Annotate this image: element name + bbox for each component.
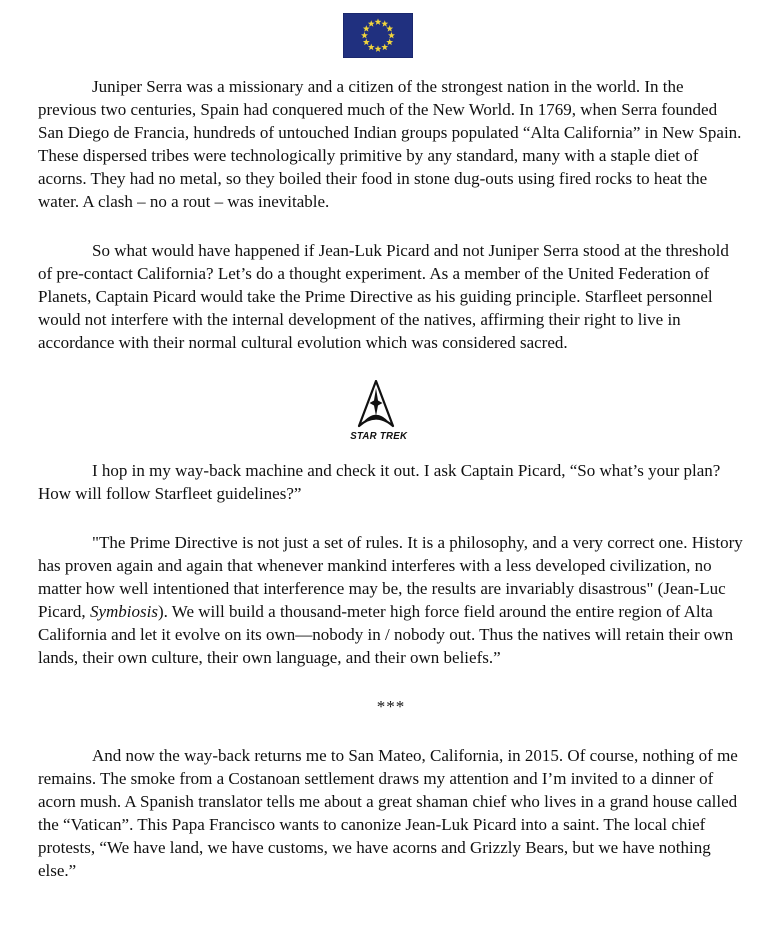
eu-flag-icon [343, 13, 413, 58]
paragraph-san-mateo-2015: And now the way-back returns me to San Mateo, California, in 2015. Of course, nothing of me remains. The smoke from a Costanoan settlement draws my attention and I’m invited to a dinner of acorn mush. A Spanish translator tells me about a great shaman chief who lives in a grand house called the “Vatican”. This Papa Francisco wants to canonize Jean-Luk Picard into a saint. The local chief protests, “We have land, we have customs, we have acorns and Grizzly Bears, but we have nothing else.” [38, 746, 738, 880]
star-trek-logo [348, 380, 408, 443]
symbiosis-episode-title: Symbiosis [89, 602, 158, 621]
section-separator: *** [376, 697, 406, 716]
star-trek-delta-icon [356, 380, 396, 430]
paragraph-thought-experiment: So what would have happened if Jean-Luk Picard and not Juniper Serra stood at the threshold of pre-contact California? Let’s do a thought experiment. As a member of the United Federation of Planets, Captain Picard would take the Prime Directive as his guiding principle. Starfleet personnel would not interfere with the internal development of the natives, affirming their right to live in accordance with their normal cultural evolution which was considered sacred. [38, 241, 729, 352]
paragraph-prime-directive-quote [38, 531, 744, 669]
paragraph-juniper-serra: Juniper Serra was a missionary and a citizen of the strongest nation in the world. In the previous two centuries, Spain had conquered much of the New World. In 1769, when Serra founded San Diego de Francia, hundreds of untouched Indian groups populated “Alta California” in New Spain. These dispersed tribes were technologically primitive by any standard, many with a staple diet of acorns. They had no metal, so they boiled their food in stone dug-outs using fired rocks to heat the water. A clash – no a rout – was inevitable. [38, 77, 742, 211]
quote-text-before: "The Prime Directive is not just a set of rules. It is a philosophy, and a very correct one. History has proven again and again that whenever mankind interferes with a less developed civilization, no matter how well intentioned that interference may be, the results are invariably disastrous" (Jean-Luc Picard, [38, 533, 743, 621]
star-trek-wordmark: STAR TREK [350, 430, 408, 442]
quote-text-after: ). We will build a thousand-meter high force field around the entire region of Alta California and let it evolve on its own—nobody in / nobody out. Thus the natives will retain their own lands, their own culture, their own language, and their own beliefs.” [38, 602, 734, 667]
paragraph-wayback-question: I hop in my way-back machine and check it out. I ask Captain Picard, “So what’s your plan? How will follow Starfleet guidelines?” [38, 461, 721, 503]
